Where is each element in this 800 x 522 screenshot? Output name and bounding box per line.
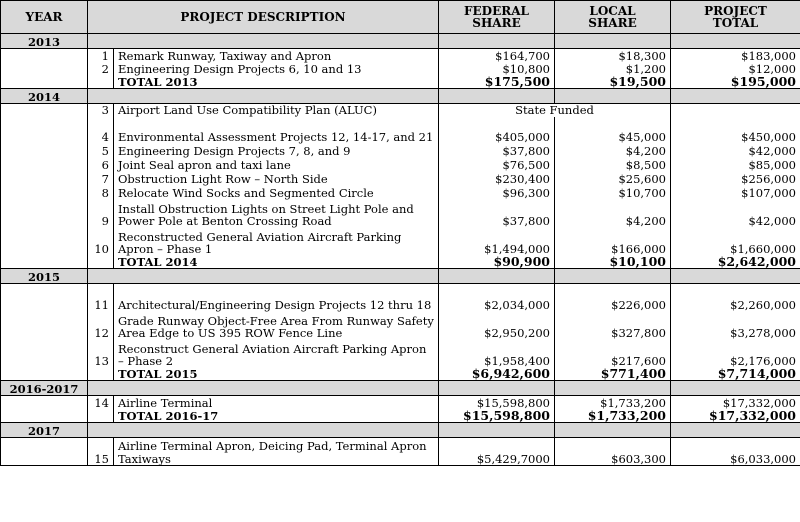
project-number: 12 (88, 312, 114, 340)
federal-share-value: $37,800 (439, 200, 555, 228)
project-number: 4 (88, 117, 114, 144)
project-total-value: $256,000 (671, 172, 800, 186)
project-number: 1 (88, 49, 114, 63)
project-total-value: $107,000 (671, 186, 800, 200)
year-cell-empty (1, 312, 88, 340)
project-row (1, 158, 800, 172)
project-total-value: $12,000 (671, 63, 800, 76)
project-row (1, 340, 800, 368)
header-local-line2: SHARE (588, 16, 637, 30)
project-description: Airline Terminal Apron, Deicing Pad, Terminal Apron Taxiways (114, 438, 439, 466)
project-description: Environmental Assessment Projects 12, 14-17, and 21 (114, 117, 439, 144)
year-cell-empty (1, 410, 88, 423)
year-cell-empty (1, 340, 88, 368)
total-number-empty (88, 410, 114, 423)
header-description: PROJECT DESCRIPTION (88, 1, 439, 34)
year-label: 2015 (1, 269, 88, 284)
year-row (1, 89, 800, 104)
local-share-value: $1,200 (555, 63, 671, 76)
year-cell-empty (1, 438, 88, 466)
federal-share-value: $2,034,000 (439, 284, 555, 312)
total-project-total: $17,332,000 (671, 410, 800, 423)
federal-share-value: $1,494,000 (439, 228, 555, 256)
federal-share-value: $96,300 (439, 186, 555, 200)
year-cell-empty (1, 396, 88, 410)
year-row (1, 381, 800, 396)
header-local-share (555, 1, 671, 34)
year-label: 2017 (1, 423, 88, 438)
total-row (1, 410, 800, 423)
federal-share-value: $15,598,800 (439, 396, 555, 410)
local-share-value: $18,300 (555, 49, 671, 63)
year-cell-empty (1, 144, 88, 158)
total-row (1, 76, 800, 89)
year-row-desc-cell (88, 34, 439, 49)
project-number: 13 (88, 340, 114, 368)
year-cell-empty (1, 284, 88, 312)
project-description: Joint Seal apron and taxi lane (114, 158, 439, 172)
project-number: 9 (88, 200, 114, 228)
year-row-total-cell (671, 34, 800, 49)
year-row-total-cell (671, 269, 800, 284)
year-row-federal-cell (439, 381, 555, 396)
year-row-local-cell (555, 381, 671, 396)
header-project-total (671, 1, 800, 34)
total-number-empty (88, 368, 114, 381)
project-row (1, 200, 800, 228)
project-number: 11 (88, 284, 114, 312)
total-project-total: $7,714,000 (671, 368, 800, 381)
local-share-value: $226,000 (555, 284, 671, 312)
year-row (1, 423, 800, 438)
project-description: Grade Runway Object-Free Area From Runway Safety Area Edge to US 395 ROW Fence Line (114, 312, 439, 340)
year-row (1, 34, 800, 49)
federal-share-value: $164,700 (439, 49, 555, 63)
total-number-empty (88, 256, 114, 269)
header-federal-line2: SHARE (472, 16, 521, 30)
total-federal-share: $90,900 (439, 256, 555, 269)
project-number: 14 (88, 396, 114, 410)
project-row (1, 228, 800, 256)
year-row-desc-cell (88, 89, 439, 104)
local-share-value: $4,200 (555, 200, 671, 228)
total-number-empty (88, 76, 114, 89)
year-row-total-cell (671, 89, 800, 104)
header-total-line1: PROJECT (704, 3, 767, 18)
year-row-local-cell (555, 34, 671, 49)
project-description: Reconstructed General Aviation Aircraft Parking Apron – Phase 1 (114, 228, 439, 256)
project-description: Reconstruct General Aviation Aircraft Parking Apron – Phase 2 (114, 340, 439, 368)
project-row (1, 63, 800, 76)
project-total-value: $17,332,000 (671, 396, 800, 410)
year-row (1, 269, 800, 284)
header-federal-line1: FEDERAL (464, 3, 529, 18)
local-share-value: $45,000 (555, 117, 671, 144)
project-total-empty (671, 104, 800, 117)
project-description: Install Obstruction Lights on Street Light Pole and Power Pole at Benton Crossing Road (114, 200, 439, 228)
project-number: 2 (88, 63, 114, 76)
project-total-value: $183,000 (671, 49, 800, 63)
project-number: 5 (88, 144, 114, 158)
project-row (1, 312, 800, 340)
year-row-desc-cell (88, 381, 439, 396)
total-local-share: $771,400 (555, 368, 671, 381)
project-total-value: $2,260,000 (671, 284, 800, 312)
local-share-value: $327,800 (555, 312, 671, 340)
header-row (1, 1, 800, 34)
header-local-line1: LOCAL (589, 3, 636, 18)
project-row (1, 186, 800, 200)
total-label: TOTAL 2016-17 (114, 410, 439, 423)
project-total-value: $2,176,000 (671, 340, 800, 368)
project-row (1, 172, 800, 186)
project-total-value: $42,000 (671, 200, 800, 228)
project-total-value: $6,033,000 (671, 438, 800, 466)
project-number: 10 (88, 228, 114, 256)
local-share-value: $217,600 (555, 340, 671, 368)
year-row-desc-cell (88, 269, 439, 284)
project-description: Relocate Wind Socks and Segmented Circle (114, 186, 439, 200)
total-federal-share: $175,500 (439, 76, 555, 89)
federal-share-value: $2,950,200 (439, 312, 555, 340)
year-cell-empty (1, 104, 88, 117)
year-row-total-cell (671, 423, 800, 438)
year-row-federal-cell (439, 423, 555, 438)
project-number: 15 (88, 438, 114, 466)
project-total-value: $450,000 (671, 117, 800, 144)
year-row-local-cell (555, 269, 671, 284)
project-number: 6 (88, 158, 114, 172)
project-description: Architectural/Engineering Design Projects 12 thru 18 (114, 284, 439, 312)
project-total-value: $1,660,000 (671, 228, 800, 256)
local-share-value: $10,700 (555, 186, 671, 200)
project-description: Engineering Design Projects 7, 8, and 9 (114, 144, 439, 158)
year-cell-empty (1, 117, 88, 144)
total-local-share: $10,100 (555, 256, 671, 269)
project-row (1, 438, 800, 466)
project-description: Airline Terminal (114, 396, 439, 410)
total-row (1, 256, 800, 269)
total-project-total: $2,642,000 (671, 256, 800, 269)
year-cell-empty (1, 228, 88, 256)
year-cell-empty (1, 49, 88, 63)
project-description: Airport Land Use Compatibility Plan (ALUC) (114, 104, 439, 117)
year-label: 2016-2017 (1, 381, 88, 396)
federal-share-value: $405,000 (439, 117, 555, 144)
table-body (1, 34, 800, 466)
year-row-total-cell (671, 381, 800, 396)
project-total-value: $3,278,000 (671, 312, 800, 340)
project-number: 8 (88, 186, 114, 200)
project-row (1, 49, 800, 63)
year-cell-empty (1, 172, 88, 186)
year-label: 2014 (1, 89, 88, 104)
total-local-share: $1,733,200 (555, 410, 671, 423)
local-share-value: $166,000 (555, 228, 671, 256)
local-share-value: $603,300 (555, 438, 671, 466)
year-row-desc-cell (88, 423, 439, 438)
project-row (1, 396, 800, 410)
project-total-value: $85,000 (671, 158, 800, 172)
year-cell-empty (1, 76, 88, 89)
project-description: Engineering Design Projects 6, 10 and 13 (114, 63, 439, 76)
project-number: 7 (88, 172, 114, 186)
federal-share-value: $5,429,7000 (439, 438, 555, 466)
total-label: TOTAL 2015 (114, 368, 439, 381)
project-description: Obstruction Light Row – North Side (114, 172, 439, 186)
total-federal-share: $15,598,800 (439, 410, 555, 423)
project-row (1, 117, 800, 144)
state-funded-note: State Funded (439, 104, 671, 117)
local-share-value: $4,200 (555, 144, 671, 158)
total-federal-share: $6,942,600 (439, 368, 555, 381)
project-row (1, 104, 800, 117)
year-cell-empty (1, 368, 88, 381)
federal-share-value: $1,958,400 (439, 340, 555, 368)
federal-share-value: $10,800 (439, 63, 555, 76)
year-row-federal-cell (439, 34, 555, 49)
project-row (1, 144, 800, 158)
year-row-federal-cell (439, 269, 555, 284)
total-label: TOTAL 2014 (114, 256, 439, 269)
year-cell-empty (1, 256, 88, 269)
total-local-share: $19,500 (555, 76, 671, 89)
project-total-value: $42,000 (671, 144, 800, 158)
total-project-total: $195,000 (671, 76, 800, 89)
total-label: TOTAL 2013 (114, 76, 439, 89)
year-row-local-cell (555, 423, 671, 438)
year-cell-empty (1, 186, 88, 200)
total-row (1, 368, 800, 381)
project-number: 3 (88, 104, 114, 117)
year-cell-empty (1, 158, 88, 172)
federal-share-value: $37,800 (439, 144, 555, 158)
header-year: YEAR (1, 1, 88, 34)
project-description: Remark Runway, Taxiway and Apron (114, 49, 439, 63)
federal-share-value: $76,500 (439, 158, 555, 172)
local-share-value: $25,600 (555, 172, 671, 186)
header-total-line2: TOTAL (712, 16, 759, 30)
local-share-value: $8,500 (555, 158, 671, 172)
year-row-federal-cell (439, 89, 555, 104)
federal-share-value: $230,400 (439, 172, 555, 186)
project-row (1, 284, 800, 312)
year-cell-empty (1, 200, 88, 228)
year-cell-empty (1, 63, 88, 76)
year-label: 2013 (1, 34, 88, 49)
header-federal-share (439, 1, 555, 34)
local-share-value: $1,733,200 (555, 396, 671, 410)
year-row-local-cell (555, 89, 671, 104)
